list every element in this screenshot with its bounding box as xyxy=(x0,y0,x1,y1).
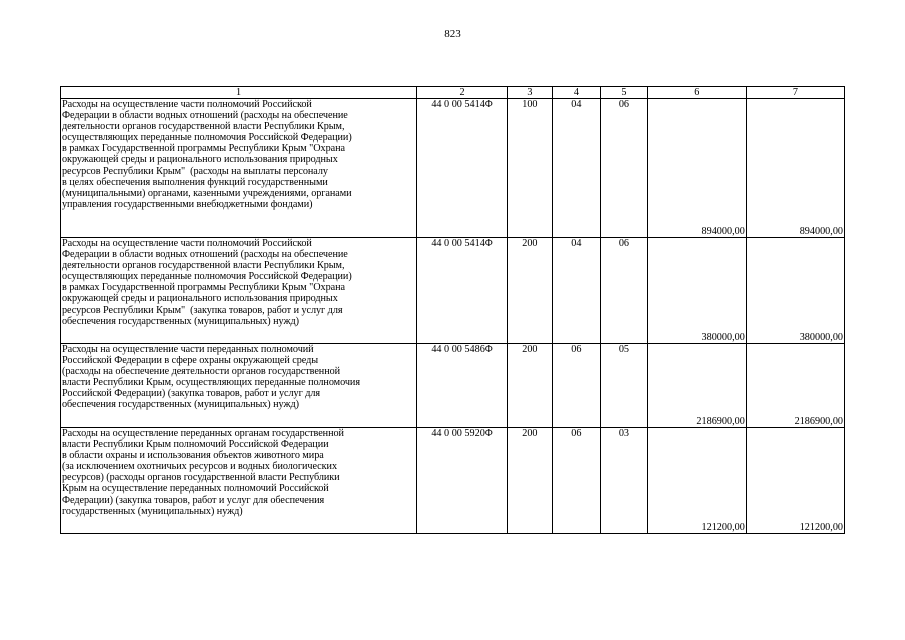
column-header: 5 xyxy=(601,87,648,99)
subsection-code: 03 xyxy=(601,428,648,534)
column-header: 1 xyxy=(61,87,417,99)
row-description: Расходы на осуществление переданных органам государственной власти Республики Крым полномочий Российской Федерации в области охраны и использования объектов животного мира (за исключением охотничьих ресурсов и водных биологических ресурсов) (расходы органов государственной власти Республики Крым на осуществление переданных полномочий Российской Федерации) (закупка товаров, работ и услуг для обеспечения государственных (муниципальных) нужд) xyxy=(61,428,417,534)
amount-column-7: 894000,00 xyxy=(746,99,844,238)
expense-type: 200 xyxy=(508,344,553,428)
subsection-code: 05 xyxy=(601,344,648,428)
amount-column-6: 380000,00 xyxy=(647,238,746,344)
subsection-code: 06 xyxy=(601,238,648,344)
budget-table xyxy=(60,86,845,534)
section-code: 06 xyxy=(552,344,601,428)
table-header-row xyxy=(61,87,845,99)
amount-column-7: 2186900,00 xyxy=(746,344,844,428)
table-row xyxy=(61,238,845,344)
page-number: 823 xyxy=(444,28,461,40)
expense-type: 100 xyxy=(508,99,553,238)
target-article-code: 44 0 00 5486Ф xyxy=(417,344,508,428)
section-code: 06 xyxy=(552,428,601,534)
column-header: 6 xyxy=(647,87,746,99)
section-code: 04 xyxy=(552,99,601,238)
table-row xyxy=(61,344,845,428)
target-article-code: 44 0 00 5414Ф xyxy=(417,99,508,238)
table-row xyxy=(61,99,845,238)
amount-column-6: 2186900,00 xyxy=(647,344,746,428)
row-description: Расходы на осуществление части переданных полномочий Российской Федерации в сфере охраны окружающей среды (расходы на обеспечение деятельности органов государственной власти Республики Крым, осуществляющих переданные полномочия Российской Федерации) (закупка товаров, работ и услуг для обеспечения государственных (муниципальных) нужд) xyxy=(61,344,417,428)
target-article-code: 44 0 00 5920Ф xyxy=(417,428,508,534)
target-article-code: 44 0 00 5414Ф xyxy=(417,238,508,344)
section-code: 04 xyxy=(552,238,601,344)
amount-column-7: 380000,00 xyxy=(746,238,844,344)
column-header: 4 xyxy=(552,87,601,99)
column-header: 3 xyxy=(508,87,553,99)
expense-type: 200 xyxy=(508,428,553,534)
amount-column-6: 121200,00 xyxy=(647,428,746,534)
column-header: 2 xyxy=(417,87,508,99)
expense-type: 200 xyxy=(508,238,553,344)
row-description: Расходы на осуществление части полномочий Российской Федерации в области водных отношений (расходы на обеспечение деятельности органов государственной власти Республики Крым, осуществляющих переданные полномочия Российской Федерации) в рамках Государственной программы Республики Крым "Охрана окружающей среды и рационального использования природных ресурсов Республики Крым" (расходы на выплаты персоналу в целях обеспечения выполнения функций государственными (муниципальными) органами, казенными учреждениями, органами управления государственными внебюджетными фондами) xyxy=(61,99,417,238)
table-row xyxy=(61,428,845,534)
amount-column-7: 121200,00 xyxy=(746,428,844,534)
column-header: 7 xyxy=(746,87,844,99)
amount-column-6: 894000,00 xyxy=(647,99,746,238)
row-description: Расходы на осуществление части полномочий Российской Федерации в области водных отношений (расходы на обеспечение деятельности органов государственной власти Республики Крым, осуществляющих переданные полномочия Российской Федерации) в рамках Государственной программы Республики Крым "Охрана окружающей среды и рационального использования природных ресурсов Республики Крым" (закупка товаров, работ и услуг для обеспечения государственных (муниципальных) нужд) xyxy=(61,238,417,344)
subsection-code: 06 xyxy=(601,99,648,238)
